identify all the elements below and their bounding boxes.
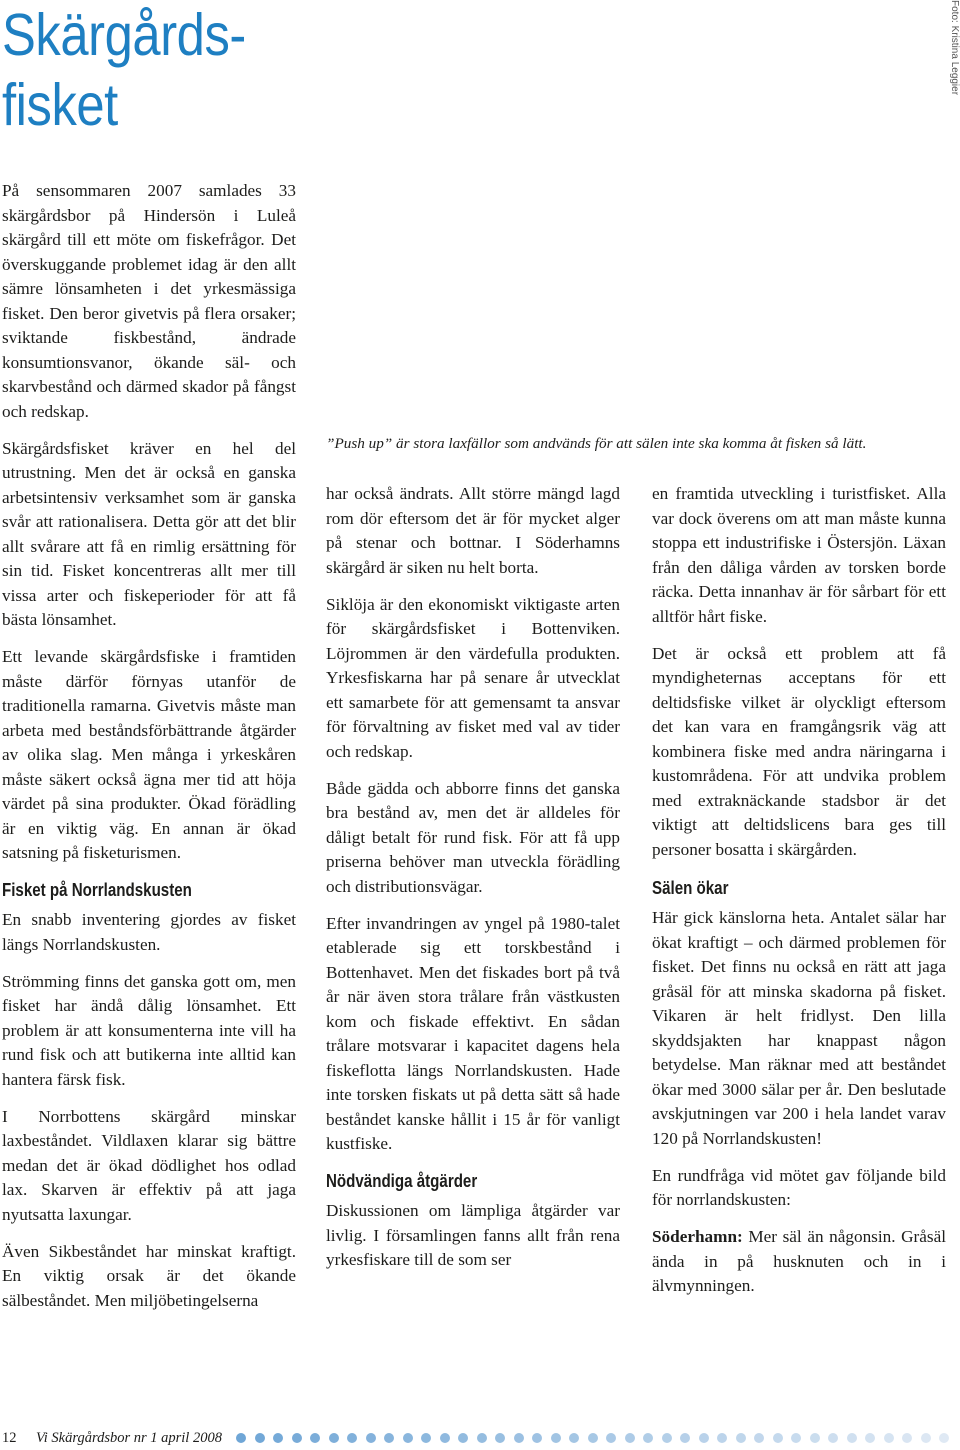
article-title: [2, 0, 246, 140]
paragraph: Diskussionen om lämpliga åtgärder var livlig. I församlingen fanns allt från rena yrkesfiskare till de som ser: [326, 1201, 620, 1269]
paragraph: Även Sikbeståndet har minskat kraftigt. En viktig orsak är det ökande sälbeståndet. Men miljöbetingelserna: [2, 1241, 296, 1310]
text-column-2: [326, 482, 620, 1285]
decorative-dot: [236, 1433, 246, 1443]
decorative-dot: [773, 1433, 783, 1443]
decorative-dot: [717, 1433, 727, 1443]
paragraph: På sensommaren 2007 samlades 33 skärgårdsbor på Hindersön i Luleå skärgård till ett möte om fiskefrågor. Det överskuggande problemet idag är den allt sämre lönsamheten i det yrkesmässiga fisket. Den beror givetvis på flera orsaker; sviktande fiskbestånd, ändrade konsumtionsvanor, ökande säl- och skarvbestånd och därmed skador på fångst och redskap.: [2, 181, 296, 421]
text-column-3: [652, 482, 946, 1311]
paragraph: har också ändrats. Allt större mängd lagd rom dör eftersom det är för mycket alger på stenar och bottnar. I Söderhamns skärgård är siken nu helt borta.: [326, 484, 620, 577]
decorative-dot: [643, 1433, 653, 1443]
section-heading: Nödvändiga åtgärder: [326, 1171, 478, 1191]
paragraph: En snabb inventering gjordes av fisket längs Norrlandskusten.: [2, 910, 296, 954]
decorative-dot: [791, 1433, 801, 1443]
decorative-dot: [255, 1433, 265, 1443]
decorative-dot: [847, 1433, 857, 1443]
decorative-dot: [477, 1433, 487, 1443]
photo-credit: Foto: Kristina Leggier: [949, 0, 960, 96]
decorative-dot: [273, 1433, 283, 1443]
decorative-dot: [699, 1433, 709, 1443]
decorative-dot: [347, 1433, 357, 1443]
decorative-dot: [828, 1433, 838, 1443]
decorative-dot: [921, 1433, 931, 1443]
decorative-dot: [384, 1433, 394, 1443]
paragraph: [652, 1225, 946, 1299]
decorative-dot: [754, 1433, 764, 1443]
decorative-dot: [495, 1433, 505, 1443]
page-footer: [0, 1426, 960, 1450]
decorative-dot: [329, 1433, 339, 1443]
section-heading: Fisket på Norrlandskusten: [2, 880, 192, 900]
location-label: Söderhamn:: [652, 1227, 743, 1246]
paragraph: I Norrbottens skärgård minskar laxbeståndet. Vildlaxen klarar sig bättre medan det är ökad dödlighet hos odlad lax. Skarven är effektiv på att jaga nyutsatta laxungar.: [2, 1106, 296, 1224]
page-number: 12: [2, 1430, 17, 1446]
article-title-line-2: fisket: [2, 72, 118, 138]
issue-label: Vi Skärgårdsbor nr 1 april 2008: [36, 1430, 222, 1446]
decorative-dot: [532, 1433, 542, 1443]
photo-caption: ”Push up” är stora laxfällor som andvänds för att sälen inte ska komma åt fisken så lätt.: [326, 435, 867, 452]
decorative-dot: [865, 1433, 875, 1443]
decorative-dot: [440, 1433, 450, 1443]
text-column-1: [2, 179, 296, 1326]
decorative-dot: [514, 1433, 524, 1443]
decorative-dot: [421, 1433, 431, 1443]
decorative-dot: [588, 1433, 598, 1443]
decorative-dot: [902, 1433, 912, 1443]
paragraph: Siklöja är den ekonomiskt viktigaste arten för skärgårdsfisket i Bottenviken. Löjrommen är den värdefulla produkten. Yrkesfiskarna har på senare år utvecklat ett samarbete för att gemensamt ta ansvar för förvaltning av fisket med val av tider och redskap.: [326, 594, 620, 761]
decorative-dot: [884, 1433, 894, 1443]
paragraph: en framtida utveckling i turistfisket. Alla var dock överens om att man måste kunna stoppa ett industrifiske i Östersjön. Läxan från den dåliga vården av torsken borde räcka. Detta innanhav är för sårbart för ett alltför hårt fiske.: [652, 484, 946, 626]
paragraph: Skärgårdsfisket kräver en hel del utrustning. Men det är också en ganska arbetsintensiv verksamhet som är ganska svår att rationalisera. Detta gör att det blir allt svårare att få en rimlig ersättning för sin tid. Fisket koncentreras allt mer till vissa arter och fiskeperioder för att få bästa lönsamhet.: [2, 438, 296, 629]
article-title-line-1: Skärgårds-: [2, 2, 246, 68]
decorative-dot: [736, 1433, 746, 1443]
paragraph: Det är också ett problem att få myndigheternas acceptans för ett deltidsfiske vilket är olyckligt eftersom det kan vara en framgångsrik väg att kombinera fiske med andra näringarna i kustområdena. För att undvika problem med extraknäckande stadsbor är det viktigt att deltidslicens bara ges till personer bosatta i skärgården.: [652, 643, 946, 859]
paragraph: En rundfråga vid mötet gav följande bild för norrlandskusten:: [652, 1165, 946, 1209]
paragraph: Ett levande skärgårdsfiske i framtiden måste därför förnyas utanför de traditionella ramarna. Givetvis måste man arbeta med beståndsförbättrande åtgärder av olika slag. Men många i yrkeskåren måste säkert också ägna mer tid att höja värdet på sina produkter. Ökad förädling är en viktig väg. En annan är ökad satsning på fisketurismen.: [2, 647, 296, 862]
decorative-dot: [403, 1433, 413, 1443]
decorative-dot-row: [236, 1433, 960, 1445]
decorative-dot: [939, 1433, 949, 1443]
decorative-dot: [680, 1433, 690, 1443]
decorative-dot: [292, 1433, 302, 1443]
decorative-dot: [366, 1433, 376, 1443]
decorative-dot: [310, 1433, 320, 1443]
section-heading: Sälen ökar: [652, 878, 729, 898]
decorative-dot: [662, 1433, 672, 1443]
decorative-dot: [606, 1433, 616, 1443]
decorative-dot: [625, 1433, 635, 1443]
paragraph: Efter invandringen av yngel på 1980-talet etablerade sig ett torskbestånd i Bottenhavet. Men det fiskades bort på två år när även stora trålare från västkusten kom och fiskade effektivt. En sådan trålare motsvarar i kapacitet dagens hela fiskeflotta längs Norrlandskusten. Hade inte torsken fiskats ut på detta sätt så hade beståndet kanske hållit i 15 år för vanligt kustfiske.: [326, 913, 620, 1153]
paragraph: Både gädda och abborre finns det ganska bra bestånd av, men det är alldeles för dåligt betalt för rund fisk. För att få upp priserna behöver man utveckla förädling och distributionsvägar.: [326, 778, 620, 896]
decorative-dot: [569, 1433, 579, 1443]
decorative-dot: [458, 1433, 468, 1443]
decorative-dot: [810, 1433, 820, 1443]
location-text: Mer säl än någonsin. Gråsäl ända in på husknuten och in i älvmynningen.: [652, 1227, 946, 1295]
paragraph: Här gick känslorna heta. Antalet sälar har ökat kraftigt – och därmed problemen för fisket. Det finns nu också en rätt att jaga gråsäl för att minska skadorna på fisket. Vikaren är helt fridlyst. Den lilla skyddsjakten har knappast någon betydelse. Man räknar med att beståndet ökar med 3000 sälar per år. Den beslutade avskjutningen var 200 i hela landet varav 120 på Norrlandskusten!: [652, 908, 946, 1148]
decorative-dot: [551, 1433, 561, 1443]
paragraph: Strömming finns det ganska gott om, men fisket har ändå dålig lönsamhet. Ett problem är att konsumenterna inte vill ha rund fisk och att butikerna inte alltid kan hantera färsk fisk.: [2, 971, 296, 1089]
